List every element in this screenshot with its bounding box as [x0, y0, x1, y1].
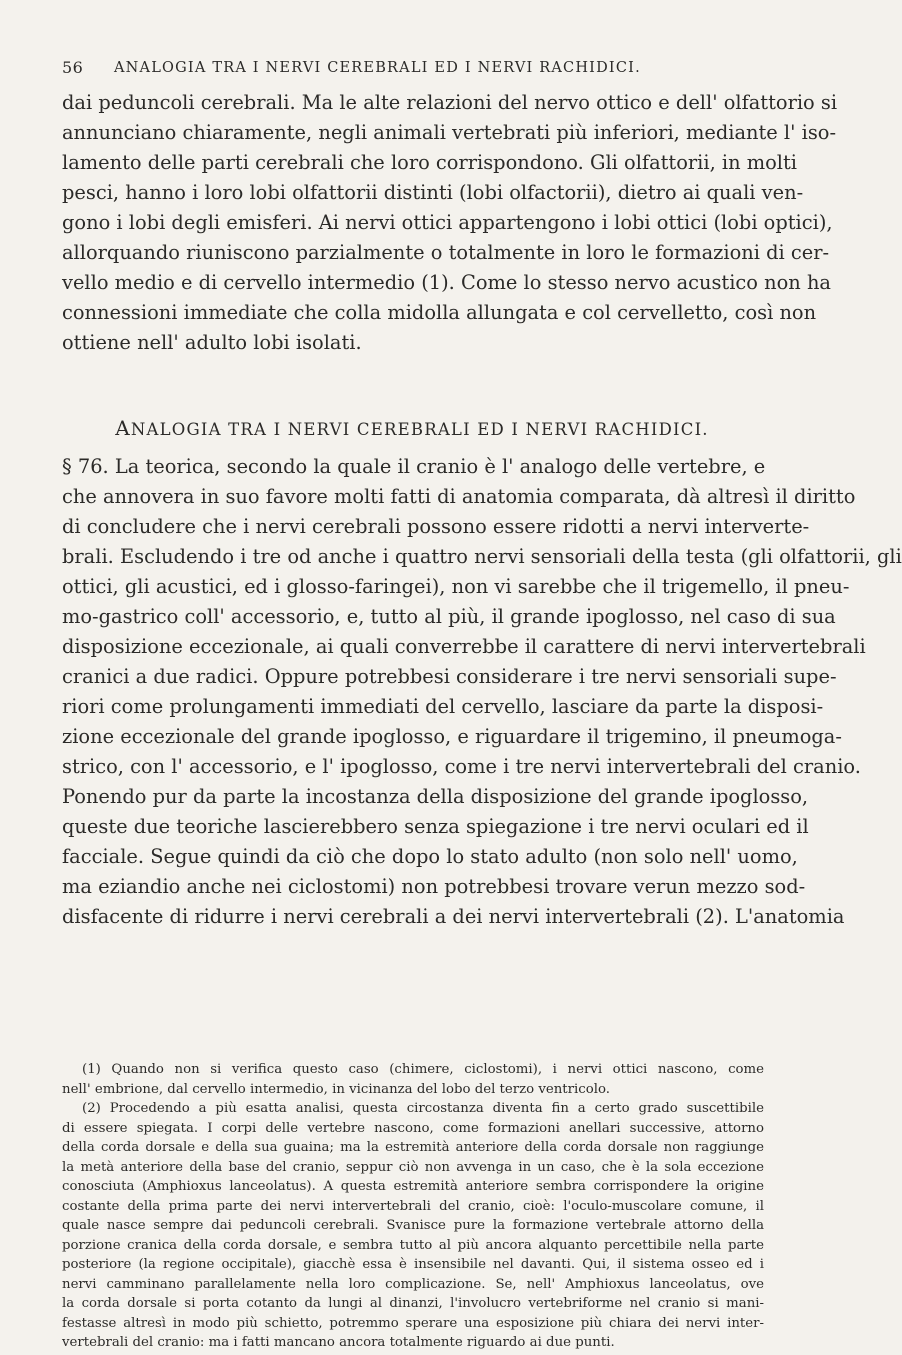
footnote-line: costante della prima parte dei nervi intervertebrali del cranio, cioè: l'oculo-muscolare comune, il — [62, 1198, 764, 1214]
footnote-line: (1) Quando non si verifica questo caso (chimere, ciclostomi), i nervi ottici nascono, come — [82, 1062, 764, 1077]
footnote-line: nervi camminano parallelamente nella loro complicazione. Se, nell' Amphioxus lanceolatus, ove — [62, 1276, 764, 1292]
text-line: ottici, gli acustici, ed i glosso-faringei), non vi sarebbe che il trigemello, il pneu- — [62, 575, 850, 598]
paragraph-1 — [62, 88, 838, 358]
footnote-line: porzione cranica della corda dorsale, e sembra tutto al più ancora alquanto percettibile nella parte — [62, 1237, 764, 1253]
section-title-text: NALOGIA TRA I NERVI CEREBRALI ED I NERVI RACHIDICI. — [130, 420, 709, 439]
text-line: riori come prolungamenti immediati del cervello, lasciare da parte la disposi- — [62, 695, 824, 718]
footnote-line: conosciuta (Amphioxus lanceolatus). A questa estremità anteriore sembra corrispondere la origine — [62, 1179, 764, 1194]
footnote-line: posteriore (la regione occipitale), giacchè essa è insensibile nel davanti. Qui, il sistema osseo ed i — [62, 1257, 764, 1272]
text-line: lamento delle parti cerebrali che loro corrispondono. Gli olfattorii, in molti — [62, 151, 798, 174]
footnote-1 — [62, 1060, 764, 1099]
page-number: 56 — [62, 58, 84, 77]
text-line: brali. Escludendo i tre od anche i quattro nervi sensoriali della testa (gli olfattorii, gli — [62, 545, 902, 568]
footnote-line: di essere spiegata. I corpi delle vertebre nascono, come formazioni anellari successive, attorno — [62, 1120, 764, 1136]
paragraph-2 — [62, 452, 902, 932]
footnote-line: la metà anteriore della base del cranio, seppur ciò non avvenga in un caso, che è la sola eccezione — [62, 1159, 764, 1175]
footnote-line: della corda dorsale e della sua guaina; ma la estremità anteriore della corda dorsale non raggiunge — [62, 1140, 764, 1155]
text-line: di concludere che i nervi cerebrali possono essere ridotti a nervi interverte- — [62, 515, 810, 538]
text-line: queste due teoriche lascierebbero senza spiegazione i tre nervi oculari ed il — [62, 815, 809, 838]
running-head: ANALOGIA TRA I NERVI CEREBRALI ED I NERVI RACHIDICI. — [114, 60, 641, 76]
text-line: ottiene nell' adulto lobi isolati. — [62, 331, 362, 354]
text-line: facciale. Segue quindi da ciò che dopo lo stato adulto (non solo nell' uomo, — [62, 845, 798, 868]
footnote-line: vertebrali del cranio: ma i fatti mancano ancora totalmente riguardo ai due punti. — [62, 1335, 615, 1350]
text-line: gono i lobi degli emisferi. Ai nervi ottici appartengono i lobi ottici (lobi optici), — [62, 211, 833, 234]
text-line: dai peduncoli cerebrali. Ma le alte relazioni del nervo ottico e dell' olfattorio si — [62, 91, 838, 114]
text-line: pesci, hanno i loro lobi olfattorii distinti (lobi olfactorii), dietro ai quali ven- — [62, 181, 804, 204]
text-line: che annovera in suo favore molti fatti di anatomia comparata, dà altresì il diritto — [62, 485, 856, 508]
text-line: mo-gastrico coll' accessorio, e, tutto al più, il grande ipoglosso, nel caso di sua — [62, 605, 836, 628]
text-line: Ponendo pur da parte la incostanza della disposizione del grande ipoglosso, — [62, 785, 809, 808]
text-line: annunciano chiaramente, negli animali vertebrati più inferiori, mediante l' iso- — [62, 121, 837, 144]
footnote-line: nell' embrione, dal cervello intermedio, in vicinanza del lobo del terzo ventricolo. — [62, 1081, 610, 1097]
page-header — [62, 58, 762, 82]
text-line: strico, con l' accessorio, e l' ipoglosso, come i tre nervi intervertebrali del cranio. — [62, 755, 861, 778]
footnotes — [62, 1060, 764, 1353]
text-line: vello medio e di cervello intermedio (1). Come lo stesso nervo acustico non ha — [62, 271, 831, 294]
text-line: zione eccezionale del grande ipoglosso, e riguardare il trigemino, il pneumoga- — [62, 725, 842, 748]
footnote-2 — [62, 1099, 764, 1353]
text-line: disposizione eccezionale, ai quali converrebbe il carattere di nervi intervertebrali — [62, 635, 866, 658]
footnote-line: (2) Procedendo a più esatta analisi, questa circostanza diventa fin a certo grado suscettibile — [82, 1101, 764, 1116]
footnote-line: festasse altresì in modo più schietto, potremmo sperare una esposizione più chiara dei nervi inter- — [62, 1315, 764, 1331]
section-title-initial: A — [115, 416, 131, 440]
text-line: § 76. La teorica, secondo la quale il cranio è l' analogo delle vertebre, e — [62, 455, 766, 478]
footnote-line: quale nasce sempre dai peduncoli cerebrali. Svanisce pure la formazione vertebrale attorno della — [62, 1218, 764, 1233]
section-title — [62, 416, 762, 440]
text-line: connessioni immediate che colla midolla allungata e col cervelletto, così non — [62, 301, 817, 324]
text-line: allorquando riuniscono parzialmente o totalmente in loro le formazioni di cer- — [62, 241, 830, 264]
text-line: disfacente di ridurre i nervi cerebrali a dei nervi intervertebrali (2). L'anatomia — [62, 905, 845, 928]
footnote-line: la corda dorsale si porta cotanto da lungi al dinanzi, l'involucro vertebriforme nel cranio si mani- — [62, 1296, 764, 1311]
text-line: ma eziandio anche nei ciclostomi) non potrebbesi trovare verun mezzo sod- — [62, 875, 806, 898]
text-line: cranici a due radici. Oppure potrebbesi considerare i tre nervi sensoriali supe- — [62, 665, 837, 688]
